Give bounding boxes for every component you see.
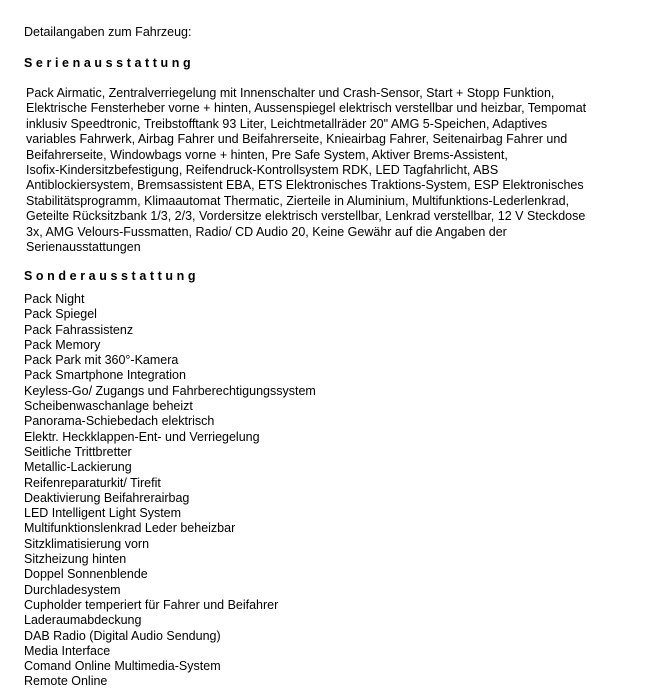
list-item: Pack Fahrassistenz — [24, 322, 134, 337]
list-item: Sitzheizung hinten — [24, 552, 127, 567]
list-item: LED Intelligent Light System — [24, 506, 182, 521]
intro-text: Detailangaben zum Fahrzeug: — [24, 25, 192, 39]
list-item: Pack Night — [24, 292, 85, 306]
list-item: Pack Spiegel — [24, 307, 97, 322]
list-item: Media Interface — [24, 643, 111, 658]
list-item: Reifenreparaturkit/ Tirefit — [24, 475, 161, 490]
list-item: Pack Smartphone Integration — [24, 368, 186, 383]
serienausstattung-text: Pack Airmatic, Zentralverriegelung mit Innenschalter und Crash-Sensor, Start + Stopp Funktion, Elektrische Fensterheber vorne + hinten, Aussenspiegel elektrisch verstellbar und heizbar, Tempomat inklusiv Speedtronic, Treibstofftank 93 Liter, Leichtmetallräder 20" AMG 5-Speichen, Adaptives variables Fahrwerk, Airbag Fahrer und Beifahrerseite, Knieairbag Fahrer, Seitenairbag Fahrer und Beifahrerseite, Windowbags vorne + hinten, Pre Safe System, Aktiver Brems-Assistent, Isofix-Kindersitzbefestigung, Reifendruck-Kontrollsystem RDK, LED Tagfahrlicht, ABS Antiblockiersystem, Bremsassistent EBA, ETS Elektronisches Traktions-System, ESP Elektronisches Stabilitätsprogramm, Klimaautomat Thermatic, Zierteile in Aluminium, Multifunktions-Lederlenkrad, Geteilte Rücksitzbank 1/3, 2/3, Vordersitze elektrisch verstellbar, Lenkrad verstellbar, 12 V Steckdose 3x, AMG Velours-Fussmatten, Radio/ CD Audio 20, Keine Gewähr auf die Angaben der Serienausstattungen — [26, 86, 587, 255]
list-item: Seitliche Trittbretter — [24, 444, 132, 459]
list-item: Keyless-Go/ Zugangs und Fahrberechtigungssystem — [24, 383, 316, 398]
list-item: Metallic-Lackierung — [24, 460, 132, 475]
list-item: Deaktivierung Beifahrerairbag — [24, 490, 190, 505]
list-item: Pack Park mit 360°-Kamera — [24, 353, 179, 368]
sonderausstattung-list — [24, 292, 316, 690]
list-item: Durchladesystem — [24, 582, 121, 597]
list-item: Laderaumabdeckung — [24, 613, 142, 628]
sonderausstattung-heading: Sonderausstattung — [24, 269, 200, 283]
list-item: Sitzklimatisierung vorn — [24, 536, 150, 551]
list-item: Multifunktionslenkrad Leder beheizbar — [24, 521, 236, 536]
list-item: Elektr. Heckklappen-Ent- und Verriegelung — [24, 429, 260, 444]
list-item: Comand Online Multimedia-System — [24, 659, 221, 674]
list-item: Remote Online — [24, 674, 108, 689]
list-item: Scheibenwaschanlage beheizt — [24, 399, 193, 414]
list-item: Doppel Sonnenblende — [24, 567, 148, 582]
list-item: DAB Radio (Digital Audio Sendung) — [24, 628, 221, 643]
list-item: Cupholder temperiert für Fahrer und Beifahrer — [24, 597, 279, 612]
list-item: Panorama-Schiebedach elektrisch — [24, 414, 215, 429]
serienausstattung-heading: Serienausstattung — [24, 56, 195, 70]
list-item: Pack Memory — [24, 337, 101, 352]
